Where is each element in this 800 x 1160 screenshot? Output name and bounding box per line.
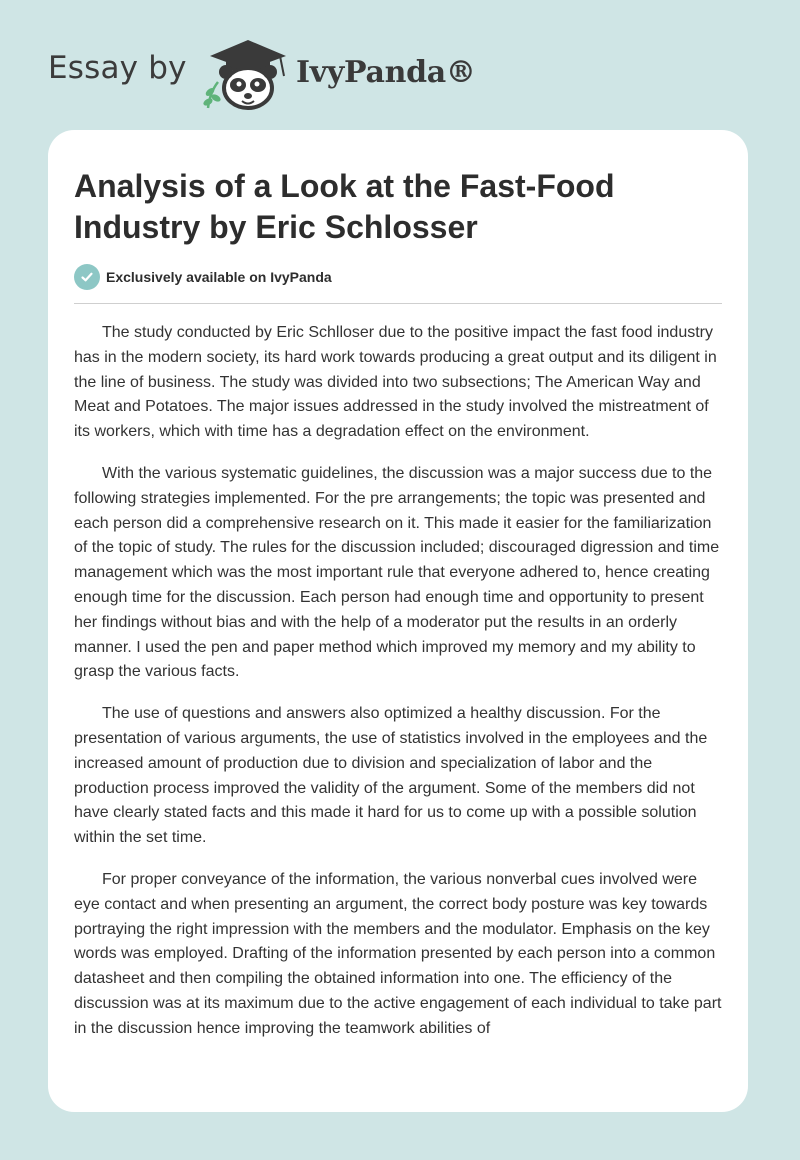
paragraph: For proper conveyance of the information, the various nonverbal cues involved were eye contact and when presenting an argument, the correct body posture was key towards portraying the right impression with the members and the modulator. Emphasis on the key words was employed. Drafting of the information presented by each person into a common datasheet and then compiling the obtained information into one. The efficiency of the discussion was at its maximum due to the active engagement of each individual to take part in the discussion hence improving the teamwork abilities of xyxy=(74,870,722,1037)
exclusive-badge xyxy=(74,264,332,290)
check-circle-icon xyxy=(74,264,100,290)
paragraph: With the various systematic guidelines, the discussion was a major success due to the following strategies implemented. For the pre arrangements; the topic was presented and each person did a comprehensive research on it. This made it easier for the familiarization of the topic of study. The rules for the discussion included; discouraged digression and time management which was the most important rule that everyone adhered to, hence creating enough time for the discussion. Each person had enough time and opportunity to present her findings without bias and with the help of a moderator put the results in an orderly manner. I used the pen and paper method which improved my memory and my ability to grasp the various facts. xyxy=(74,464,720,681)
paragraph: The study conducted by Eric Schlloser due to the positive impact the fast food industry has in the modern society, its hard work towards producing a great output and its diligent in the line of business. The study was divided into two subsections; The American Way and Meat and Potatoes. The major issues addressed in the study involved the mistreatment of its workers, which with time has a degradation effect on the environment. xyxy=(74,324,717,441)
article-title: Analysis of a Look at the Fast-Food Industry by Eric Schlosser xyxy=(74,168,615,245)
brand-name[interactable]: IvyPanda® xyxy=(296,55,476,90)
badge-label: Exclusively available on IvyPanda xyxy=(106,269,332,285)
divider xyxy=(74,303,722,304)
panda-graduate-icon[interactable] xyxy=(200,36,296,112)
brand-prefix: Essay by xyxy=(48,50,187,86)
paragraph: The use of questions and answers also optimized a healthy discussion. For the presentation of various arguments, the use of statistics involved in the employees and the increased amount of production due to division and specialization of labor and the production process improved the validity of the argument. Some of the members did not have clearly stated facts and this made it hard for us to come up with a possible solution within the set time. xyxy=(74,705,708,847)
article-card xyxy=(48,130,748,1112)
article-body xyxy=(74,321,724,1059)
site-header xyxy=(0,0,800,120)
